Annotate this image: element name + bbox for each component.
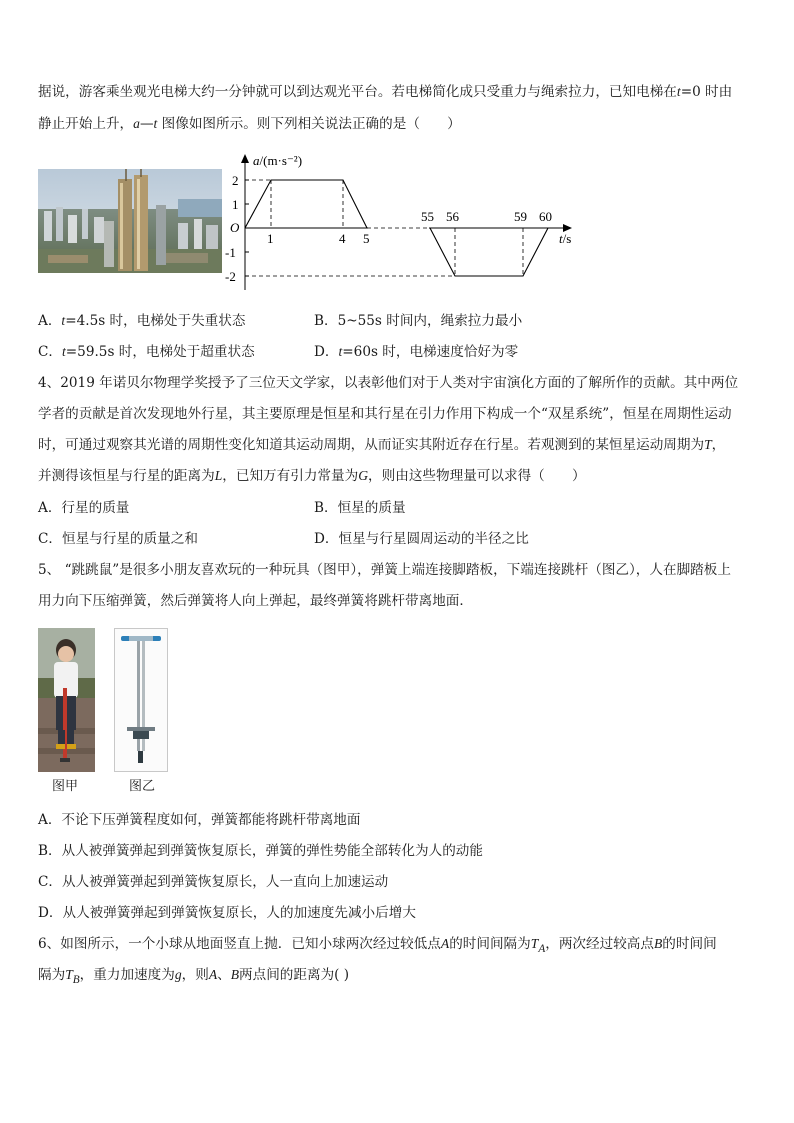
figure-caption-jia: 图甲 xyxy=(52,779,79,794)
x-tick-label: 5 xyxy=(363,231,370,246)
q5-stem-line2: 用力向下压缩弹簧，然后弹簧将人向上弹起，最终弹簧将跳杆带离地面． xyxy=(38,593,473,609)
q3-option-b[interactable]: B．5~55s 时间内，绳索拉力最小 xyxy=(314,313,523,329)
y-tick-label: -1 xyxy=(225,245,236,260)
x-tick-label: 1 xyxy=(267,231,274,246)
x-tick-label: 60 xyxy=(539,209,552,224)
q4-stem-line3: 时，可通过观察其光谱的周期性变化知道其运动周期，从而证实其附近存在行星。若观测到的某恒星运动周期为T， xyxy=(38,437,726,453)
x-tick-label: 59 xyxy=(514,209,527,224)
series-line-1 xyxy=(430,228,548,276)
x-tick-label: 56 xyxy=(446,209,459,224)
q6-stem-line1: 6、如图所示，一个小球从地面竖直上抛．已知小球两次经过较低点A的时间间隔为$T_A$，两次经过较高点B的时间间 xyxy=(38,936,717,955)
q3-stem-line1: 据说，游客乘坐观光电梯大约一分钟就可以到达观光平台。若电梯简化成只受重力与绳索拉力，已知电梯在t=0 时由 xyxy=(38,84,733,100)
x-axis-label: t/s xyxy=(559,231,572,246)
y-axis-label: a/(m·s⁻²) xyxy=(253,153,303,168)
q5-option-c[interactable]: C．从人被弹簧弹起到弹簧恢复原长，人一直向上加速运动 xyxy=(38,874,389,890)
q5-option-a[interactable]: A．不论下压弹簧程度如何，弹簧都能将跳杆带离地面 xyxy=(38,812,361,828)
y-tick-label: 1 xyxy=(232,197,239,212)
q4-stem-line4: 并测得该恒星与行星的距离为L，已知万有引力常量为G，则由这些物理量可以求得（ ） xyxy=(38,468,586,484)
elevator-tower-photo xyxy=(38,169,222,273)
q4-option-b[interactable]: B．恒星的质量 xyxy=(314,500,406,516)
y-tick-label: 2 xyxy=(232,173,239,188)
q4-option-c[interactable]: C．恒星与行星的质量之和 xyxy=(38,531,198,547)
q5-stem-line1: 5、 “跳跳鼠”是很多小朋友喜欢玩的一种玩具（图甲），弹簧上端连接脚踏板，下端连接跳杆（图乙），人在脚踏板上 xyxy=(38,562,731,578)
figure-caption-yi: 图乙 xyxy=(129,779,156,794)
q4-stem-line2: 学者的贡献是首次发现地外行星，其主要原理是恒星和其行星在引力作用下构成一个“双星系统”，恒星在周期性运动 xyxy=(38,406,732,422)
q3-option-a[interactable]: A．t=4.5s 时，电梯处于失重状态 xyxy=(38,313,246,329)
q5-option-d[interactable]: D．从人被弹簧弹起到弹簧恢复原长，人的加速度先减小后增大 xyxy=(38,905,416,921)
y-tick-label: -2 xyxy=(225,269,236,284)
q5-option-b[interactable]: B．从人被弹簧弹起到弹簧恢复原长，弹簧的弹性势能全部转化为人的动能 xyxy=(38,843,483,859)
origin-label: O xyxy=(230,220,240,235)
series-line-0 xyxy=(245,180,367,228)
kid-on-pogo-photo xyxy=(38,628,95,772)
q4-option-d[interactable]: D．恒星与行星圆周运动的半径之比 xyxy=(314,531,529,547)
q4-option-a[interactable]: A．行星的质量 xyxy=(38,500,130,516)
q3-option-c[interactable]: C．t=59.5s 时，电梯处于超重状态 xyxy=(38,344,255,360)
q4-stem-line1: 4、2019 年诺贝尔物理学奖授予了三位天文学家，以表彰他们对于人类对宇宙演化方面的了解所作的贡献。其中两位 xyxy=(38,375,739,391)
q3-option-d[interactable]: D．t=60s 时，电梯速度恰好为零 xyxy=(314,344,519,360)
pogo-stick-photo xyxy=(114,628,168,772)
q3-stem-line2: 静止开始上升，a—t 图像如图所示。则下列相关说法正确的是（ ） xyxy=(38,116,461,132)
y-axis-arrow xyxy=(241,154,249,163)
q6-stem-line2: 隔为$T_B$，重力加速度为g，则A、B两点间的距离为( ) xyxy=(38,967,350,986)
x-tick-label: 55 xyxy=(421,209,434,224)
a-t-graph xyxy=(225,148,590,302)
x-tick-label: 4 xyxy=(339,231,346,246)
